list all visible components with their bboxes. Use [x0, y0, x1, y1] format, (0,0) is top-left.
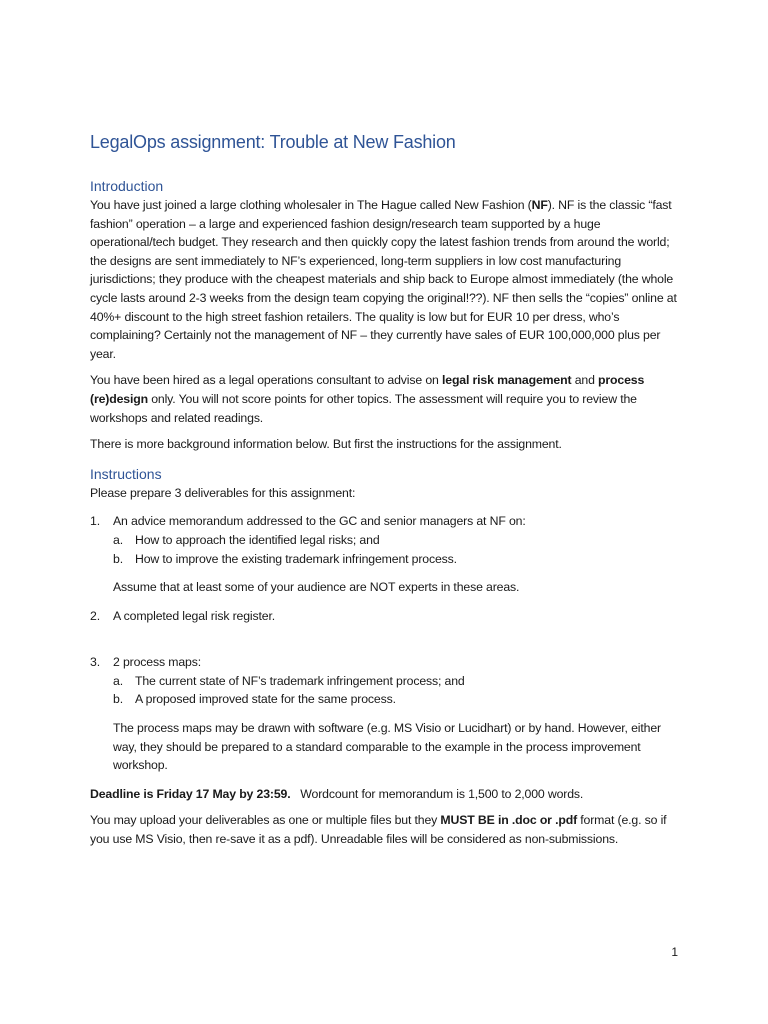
introduction-paragraph-3: There is more background information below. But first the instructions for the assignment.: [90, 437, 562, 452]
deliverable-1-note: Assume that at least some of your audience are NOT experts in these areas.: [113, 580, 520, 595]
intro-p1-nf-bold: NF: [531, 198, 548, 212]
intro-p2-legal-risk-bold: legal risk management: [441, 373, 572, 388]
sub-item-text: How to improve the existing trademark infringement process.: [135, 551, 457, 566]
deadline-bold: Deadline is Friday 17 May by 23:59.: [90, 786, 291, 801]
instructions-lead: Please prepare 3 deliverables for this assignment:: [90, 485, 356, 500]
deliverables-list: [90, 512, 685, 775]
sub-item-letter: a.: [113, 673, 123, 688]
sub-item-text: How to approach the identified legal risks; and: [135, 532, 380, 547]
sub-item-text: A proposed improved state for the same process.: [135, 692, 396, 707]
sub-item-1a: [113, 531, 685, 550]
deliverable-text: An advice memorandum addressed to the GC and senior managers at NF on:: [113, 514, 526, 529]
deliverable-number: 2.: [90, 608, 100, 623]
upload-format-bold: MUST BE in .doc or .pdf: [440, 813, 578, 828]
deliverable-number: 3.: [90, 655, 100, 670]
sub-item-3a: [113, 672, 685, 691]
deliverable-text: 2 process maps:: [113, 655, 201, 670]
deadline-paragraph: [90, 785, 685, 804]
sub-item-letter: b.: [113, 692, 123, 707]
instructions-heading: Instructions: [90, 465, 162, 482]
document-title: LegalOps assignment: Trouble at New Fashion: [90, 132, 456, 152]
page-content: [90, 128, 685, 857]
intro-p2-text-c: and: [571, 373, 599, 388]
introduction-paragraph-2: [90, 371, 685, 427]
sub-item-3b: [113, 690, 685, 709]
upload-paragraph: [90, 811, 685, 848]
intro-p1-text-a: You have just joined a large clothing wholesaler in The Hague called New Fashion (: [90, 198, 532, 212]
deliverable-item-3: [90, 653, 685, 775]
introduction-heading: Introduction: [90, 178, 164, 194]
deliverable-3-note: The process maps may be drawn with software (e.g. MS Visio or Lucidhart) or by hand. However, either way, they should be prepared to a standard comparable to the example in the process improvement workshop.: [113, 721, 661, 773]
sub-item-letter: b.: [113, 551, 123, 566]
sub-item-letter: a.: [113, 532, 123, 547]
intro-p2-process-bold: process (re)design: [90, 373, 645, 406]
sub-item-1b: [113, 550, 685, 569]
introduction-paragraph-1: [90, 196, 685, 363]
intro-p2-text-a: You have been hired as a legal operations consultant to advise on: [90, 373, 442, 388]
deadline-wordcount: Wordcount for memorandum is 1,500 to 2,000 words.: [290, 786, 584, 801]
intro-p2-text-e: only. You will not score points for other topics. The assessment will require you to review the workshops and related readings.: [90, 391, 637, 425]
deliverable-item-2: [90, 607, 685, 626]
deliverable-item-1: [90, 512, 685, 596]
intro-p1-text-c: ). NF is the classic “fast fashion” operation – a large and experienced fashion design/research team supported by a huge operational/tech budget. They research and then quickly copy the latest fashion trends from around the world; the designs are sent immediately to NF’s experienced, long-term suppliers in low cost manufacturing jurisdictions; they produce with the cheapest materials and ship back to Europe almost immediately (the whole cycle lasts around 2-3 weeks from the design team copying the original!??). NF then sells the “copies” online at 40%+ discount to the high street fashion retailers. The quality is low but for EUR 10 per dress, who’s complaining? Certainly not the management of NF – they currently have sales of EUR 100,000,000 plus per year.: [90, 198, 677, 361]
sub-item-text: The current state of NF’s trademark infringement process; and: [135, 673, 465, 688]
upload-text-c: format (e.g. so if you use MS Visio, then re-save it as a pdf). Unreadable files will be considered as non-submissions.: [90, 813, 667, 847]
deliverable-number: 1.: [90, 514, 100, 529]
deliverable-text: A completed legal risk register.: [113, 608, 275, 623]
page-number: 1: [671, 945, 678, 959]
upload-text-a: You may upload your deliverables as one or multiple files but they: [90, 813, 441, 828]
